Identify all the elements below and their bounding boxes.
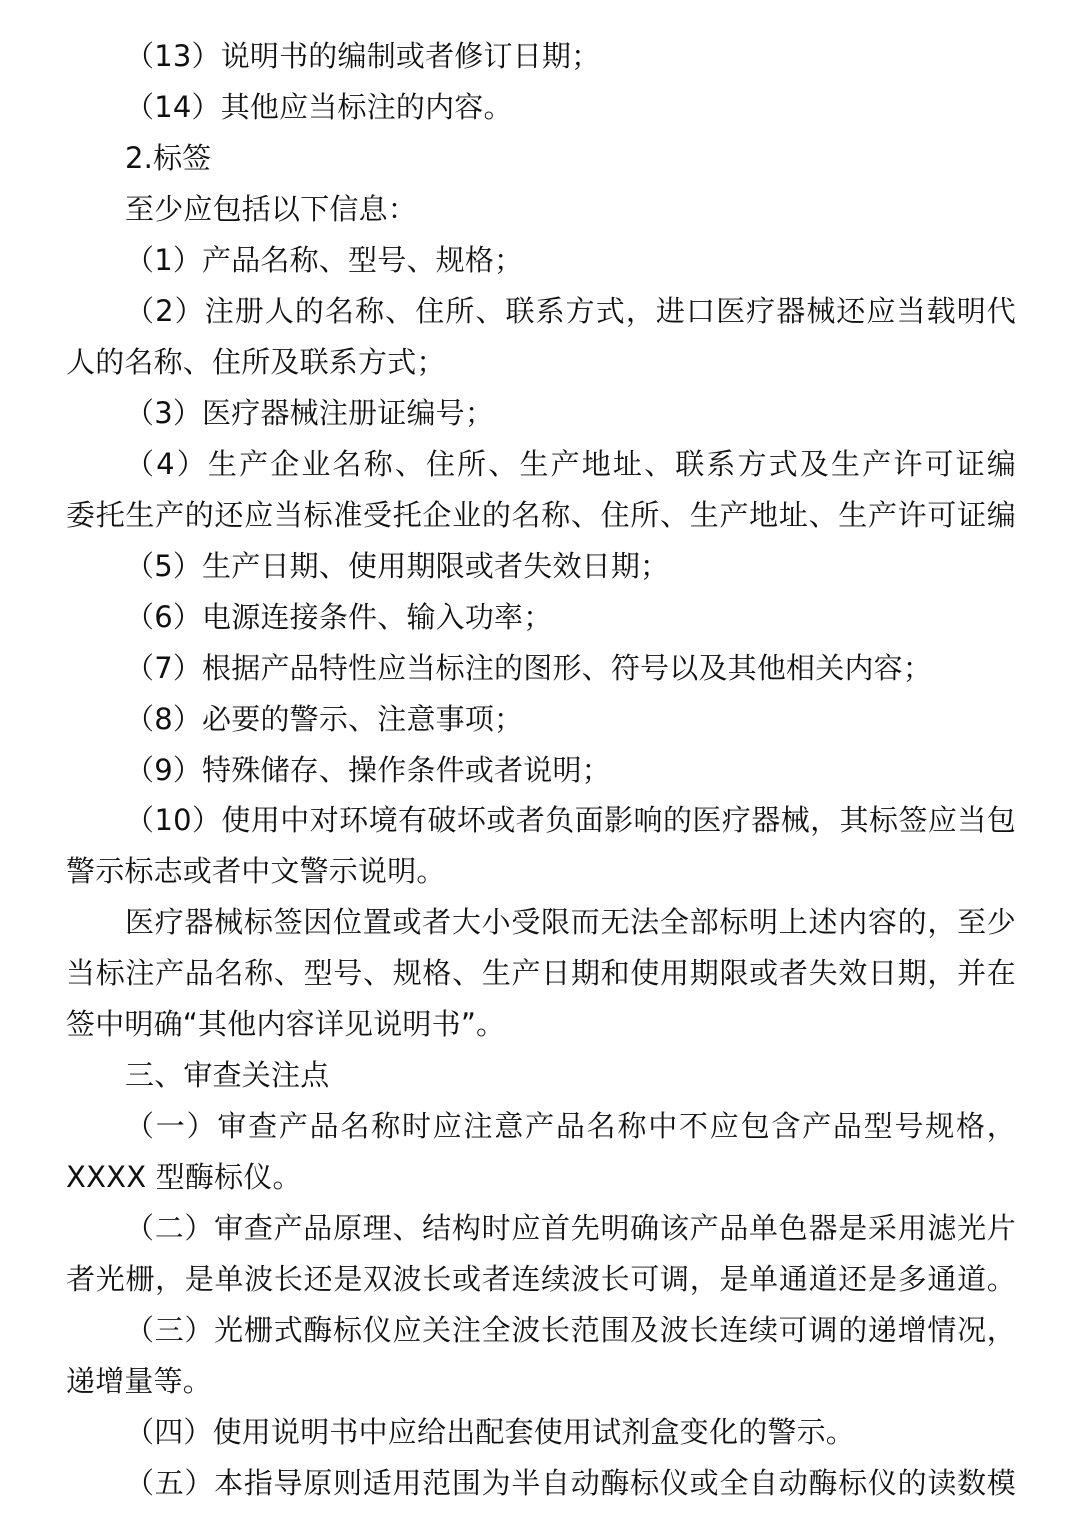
label-note-line-1: 医疗器械标签因位置或者大小受限而无法全部标明上述内容的，至少	[125, 905, 1016, 939]
label-item-9: （9）特殊储存、操作条件或者说明；	[125, 753, 611, 787]
label-item-4-line-2: 委托生产的还应当标准受托企业的名称、住所、生产地址、生产许可证编	[66, 498, 1016, 532]
label-item-10-line-1: （10）使用中对环境有破坏或者负面影响的医疗器械，其标签应当包	[125, 803, 1016, 837]
review-item-2-line-1: （二）审查产品原理、结构时应首先明确该产品单色器是采用滤光片	[125, 1211, 1016, 1245]
review-item-5-line-1: （五）本指导原则适用范围为半自动酶标仪或全自动酶标仪的读数模	[125, 1466, 1016, 1500]
section-heading-review: 三、审查关注点	[125, 1058, 330, 1092]
review-item-3-line-1: （三）光栅式酶标仪应关注全波长范围及波长连续可调的递增情况，	[125, 1313, 1016, 1347]
label-item-5: （5）生产日期、使用期限或者失效日期；	[125, 549, 670, 583]
label-item-8: （8）必要的警示、注意事项；	[125, 702, 524, 736]
label-note-line-3: 签中明确“其他内容详见说明书”。	[66, 1007, 506, 1041]
list-item-13: （13）说明书的编制或者修订日期；	[125, 39, 601, 73]
list-item-14: （14）其他应当标注的内容。	[125, 90, 513, 124]
review-item-1-line-2: XXXX 型酶标仪。	[66, 1160, 302, 1194]
label-note-line-2: 当标注产品名称、型号、规格、生产日期和使用期限或者失效日期，并在	[66, 956, 1016, 990]
label-item-3: （3）医疗器械注册证编号；	[125, 396, 495, 430]
label-item-2-line-1: （2）注册人的名称、住所、联系方式，进口医疗器械还应当载明代	[125, 294, 1016, 328]
review-item-1-line-1: （一）审查产品名称时应注意产品名称中不应包含产品型号规格，	[125, 1109, 1016, 1143]
label-item-2-line-2: 人的名称、住所及联系方式；	[66, 345, 446, 379]
label-item-1: （1）产品名称、型号、规格；	[125, 243, 524, 277]
label-item-6: （6）电源连接条件、输入功率；	[125, 600, 553, 634]
label-item-10-line-2: 警示标志或者中文警示说明。	[66, 854, 446, 888]
review-item-3-line-2: 递增量等。	[66, 1364, 213, 1398]
review-item-2-line-2: 者光栅，是单波长还是双波长或者连续波长可调，是单通道还是多通道。	[66, 1262, 1016, 1296]
label-item-4-line-1: （4）生产企业名称、住所、生产地址、联系方式及生产许可证编	[125, 447, 1016, 481]
review-item-4: （四）使用说明书中应给出配套使用试剂盒变化的警示。	[125, 1415, 856, 1449]
section-heading-label: 2.标签	[125, 141, 212, 175]
label-intro: 至少应包括以下信息：	[125, 192, 418, 226]
label-item-7: （7）根据产品特性应当标注的图形、符号以及其他相关内容；	[125, 651, 933, 685]
